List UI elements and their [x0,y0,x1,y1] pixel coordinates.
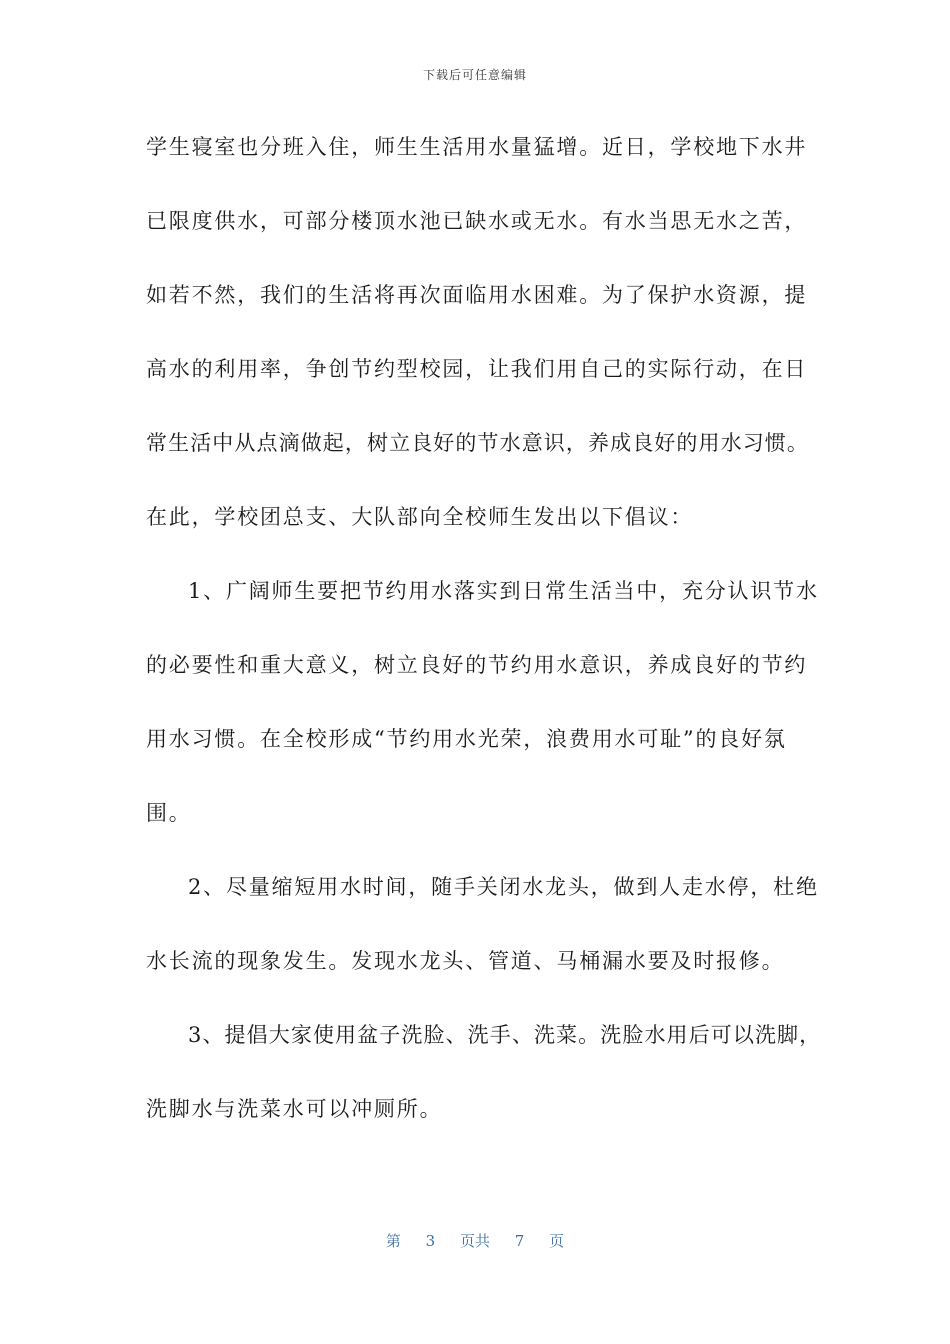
paragraph-line: 围。 [146,801,192,825]
page-suffix: 页 [549,1232,565,1250]
list-item-line: 3、提倡大家使用盆子洗脸、洗手、洗菜。洗脸水用后可以洗脚， [188,1023,822,1047]
paragraph-line: 高水的利用率，争创节约型校园，让我们用自己的实际行动，在日 [146,357,808,381]
paragraph-line: 常生活中从点滴做起，树立良好的节水意识，养成良好的用水习惯。 [146,431,809,455]
page-number: 3 [425,1232,436,1250]
list-item-line: 1、广阔师生要把节约用水落实到日常生活当中，充分认识节水 [188,579,819,603]
paragraph-line: 已限度供水，可部分楼顶水池已缺水或无水。有水当思无水之苦， [146,209,808,233]
page-mid: 页共 [459,1232,490,1250]
page-footer [0,1230,950,1251]
page-prefix: 第 [385,1232,401,1250]
paragraph-line: 的必要性和重大意义，树立良好的节约用水意识，养成良好的节约 [146,653,808,677]
paragraph-line: 洗脚水与洗菜水可以冲厕所。 [146,1097,443,1121]
list-item-line: 2、尽量缩短用水时间，随手关闭水龙头，做到人走水停，杜绝 [188,875,819,899]
paragraph-line: 用水习惯。在全校形成“节约用水光荣，浪费用水可耻”的良好氛 [146,727,787,751]
paragraph-line: 如若不然，我们的生活将再次面临用水困难。为了保护水资源，提 [146,283,808,307]
document-body [146,128,822,1164]
page-header: 下载后可任意编辑 [422,68,527,82]
paragraph-line: 在此，学校团总支、大队部向全校师生发出以下倡议： [146,505,694,529]
paragraph-line: 水长流的现象发生。发现水龙头、管道、马桶漏水要及时报修。 [146,949,785,973]
total-pages: 7 [514,1232,525,1250]
paragraph-line: 学生寝室也分班入住，师生生活用水量猛增。近日，学校地下水井 [146,135,808,159]
